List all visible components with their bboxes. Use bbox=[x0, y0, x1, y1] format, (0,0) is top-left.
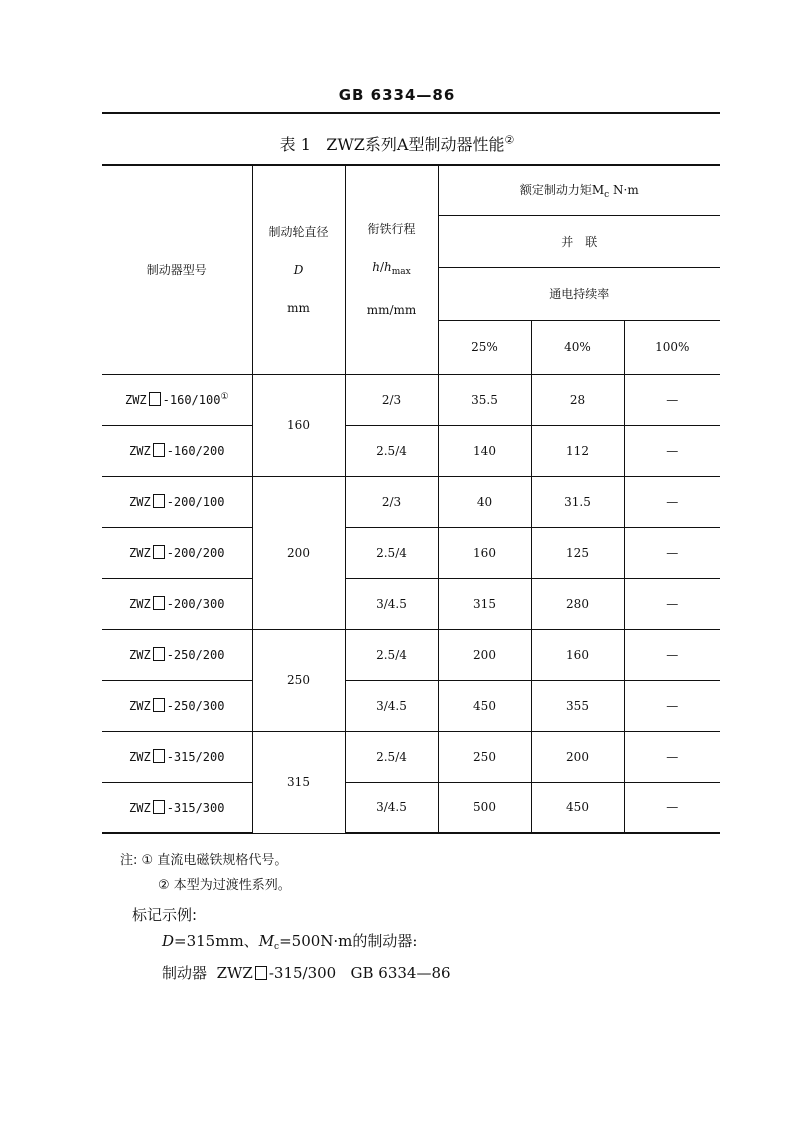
torque-25-cell: 140 bbox=[438, 425, 531, 476]
header-torque bbox=[438, 165, 720, 215]
diameter-cell: 160 bbox=[252, 374, 345, 476]
header-model: 制动器型号 bbox=[102, 165, 252, 374]
table-title-prefix: 表 1 bbox=[279, 135, 311, 154]
model-cell: ZWZ -200/300 bbox=[102, 578, 252, 629]
header-torque-label: 额定制动力矩M bbox=[519, 182, 605, 197]
table-row bbox=[102, 527, 720, 578]
torque-25-cell: 450 bbox=[438, 680, 531, 731]
torque-100-cell: — bbox=[624, 578, 720, 629]
header-rule bbox=[102, 112, 720, 114]
model-cell: ZWZ -160/100① bbox=[102, 374, 252, 425]
example-line-2: 制动器 ZWZ -315/300 GB 6334—86 bbox=[162, 964, 451, 982]
table-row bbox=[102, 782, 720, 833]
model-cell: ZWZ -200/200 bbox=[102, 527, 252, 578]
note-1 bbox=[120, 848, 291, 873]
header-wheel-diameter bbox=[252, 165, 345, 374]
stroke-slash: / bbox=[379, 260, 385, 275]
header-wheel-diameter-label: 制动轮直径 bbox=[268, 224, 329, 239]
torque-100-cell: — bbox=[624, 782, 720, 833]
stroke-cell: 2.5/4 bbox=[345, 629, 438, 680]
torque-25-cell: 250 bbox=[438, 731, 531, 782]
header-torque-unit: N·m bbox=[613, 182, 639, 197]
header-stroke bbox=[345, 165, 438, 374]
header-wheel-diameter-unit: mm bbox=[287, 300, 310, 315]
table-row bbox=[102, 425, 720, 476]
note-2: ② 本型为过渡性系列。 bbox=[158, 878, 291, 893]
torque-40-cell: 200 bbox=[531, 731, 624, 782]
torque-100-cell: — bbox=[624, 425, 720, 476]
model-cell: ZWZ -315/200 bbox=[102, 731, 252, 782]
diameter-cell: 315 bbox=[252, 731, 345, 833]
model-note: ① bbox=[220, 392, 229, 402]
model-cell: ZWZ -250/300 bbox=[102, 680, 252, 731]
stroke-h: h bbox=[372, 260, 380, 275]
torque-25-cell: 315 bbox=[438, 578, 531, 629]
diameter-cell: 250 bbox=[252, 629, 345, 731]
table-row bbox=[102, 629, 720, 680]
torque-25-cell: 35.5 bbox=[438, 374, 531, 425]
header-duty-40: 40% bbox=[531, 320, 624, 374]
example-line-1: D=315mm、$M_c=500N\cdot m$的制动器: bbox=[162, 932, 418, 952]
torque-40-cell: 31.5 bbox=[531, 476, 624, 527]
torque-25-cell: 40 bbox=[438, 476, 531, 527]
table-notes bbox=[120, 848, 291, 898]
example-heading: 标记示例: bbox=[132, 906, 198, 924]
stroke-cell: 2.5/4 bbox=[345, 527, 438, 578]
header-torque-sub: c bbox=[604, 189, 610, 200]
torque-40-cell: 28 bbox=[531, 374, 624, 425]
header-duty-25: 25% bbox=[438, 320, 531, 374]
stroke-cell: 3/4.5 bbox=[345, 782, 438, 833]
header-duty-cycle: 通电持续率 bbox=[438, 267, 720, 320]
marking-example bbox=[132, 902, 451, 986]
notes-label: 注: bbox=[120, 853, 138, 868]
stroke-cell: 2.5/4 bbox=[345, 731, 438, 782]
header-parallel: 并 联 bbox=[438, 215, 720, 267]
model-cell: ZWZ -200/100 bbox=[102, 476, 252, 527]
torque-25-cell: 500 bbox=[438, 782, 531, 833]
torque-100-cell: — bbox=[624, 629, 720, 680]
table-row bbox=[102, 680, 720, 731]
stroke-cell: 3/4.5 bbox=[345, 578, 438, 629]
torque-40-cell: 125 bbox=[531, 527, 624, 578]
table-title-text: ZWZ系列A型制动器性能 bbox=[326, 135, 505, 154]
diameter-cell: 200 bbox=[252, 476, 345, 629]
torque-40-cell: 112 bbox=[531, 425, 624, 476]
header-duty-100: 100% bbox=[624, 320, 720, 374]
model-cell: ZWZ -315/300 bbox=[102, 782, 252, 833]
model-cell: ZWZ -160/200 bbox=[102, 425, 252, 476]
table-row bbox=[102, 731, 720, 782]
torque-100-cell: — bbox=[624, 476, 720, 527]
table-title bbox=[0, 132, 794, 155]
torque-40-cell: 355 bbox=[531, 680, 624, 731]
torque-100-cell: — bbox=[624, 680, 720, 731]
torque-100-cell: — bbox=[624, 731, 720, 782]
torque-100-cell: — bbox=[624, 374, 720, 425]
header-stroke-label: 衔铁行程 bbox=[367, 222, 416, 237]
stroke-max-sub: max bbox=[391, 267, 411, 278]
table-title-note: ② bbox=[504, 133, 515, 147]
note-1-text: ① 直流电磁铁规格代号。 bbox=[141, 853, 288, 868]
header-stroke-unit: mm/mm bbox=[366, 303, 417, 318]
stroke-cell: 2.5/4 bbox=[345, 425, 438, 476]
stroke-hmax: h bbox=[384, 260, 392, 275]
torque-25-cell: 160 bbox=[438, 527, 531, 578]
torque-40-cell: 450 bbox=[531, 782, 624, 833]
torque-40-cell: 280 bbox=[531, 578, 624, 629]
stroke-cell: 2/3 bbox=[345, 374, 438, 425]
standard-code-header: GB 6334—86 bbox=[338, 86, 456, 104]
table-row bbox=[102, 476, 720, 527]
header-wheel-diameter-symbol: D bbox=[293, 262, 304, 277]
stroke-cell: 2/3 bbox=[345, 476, 438, 527]
header-stroke-symbol bbox=[346, 258, 438, 281]
stroke-cell: 3/4.5 bbox=[345, 680, 438, 731]
brake-performance-table bbox=[102, 164, 720, 834]
model-cell: ZWZ -250/200 bbox=[102, 629, 252, 680]
torque-25-cell: 200 bbox=[438, 629, 531, 680]
table-row bbox=[102, 374, 720, 425]
torque-40-cell: 160 bbox=[531, 629, 624, 680]
torque-100-cell: — bbox=[624, 527, 720, 578]
table-row bbox=[102, 578, 720, 629]
